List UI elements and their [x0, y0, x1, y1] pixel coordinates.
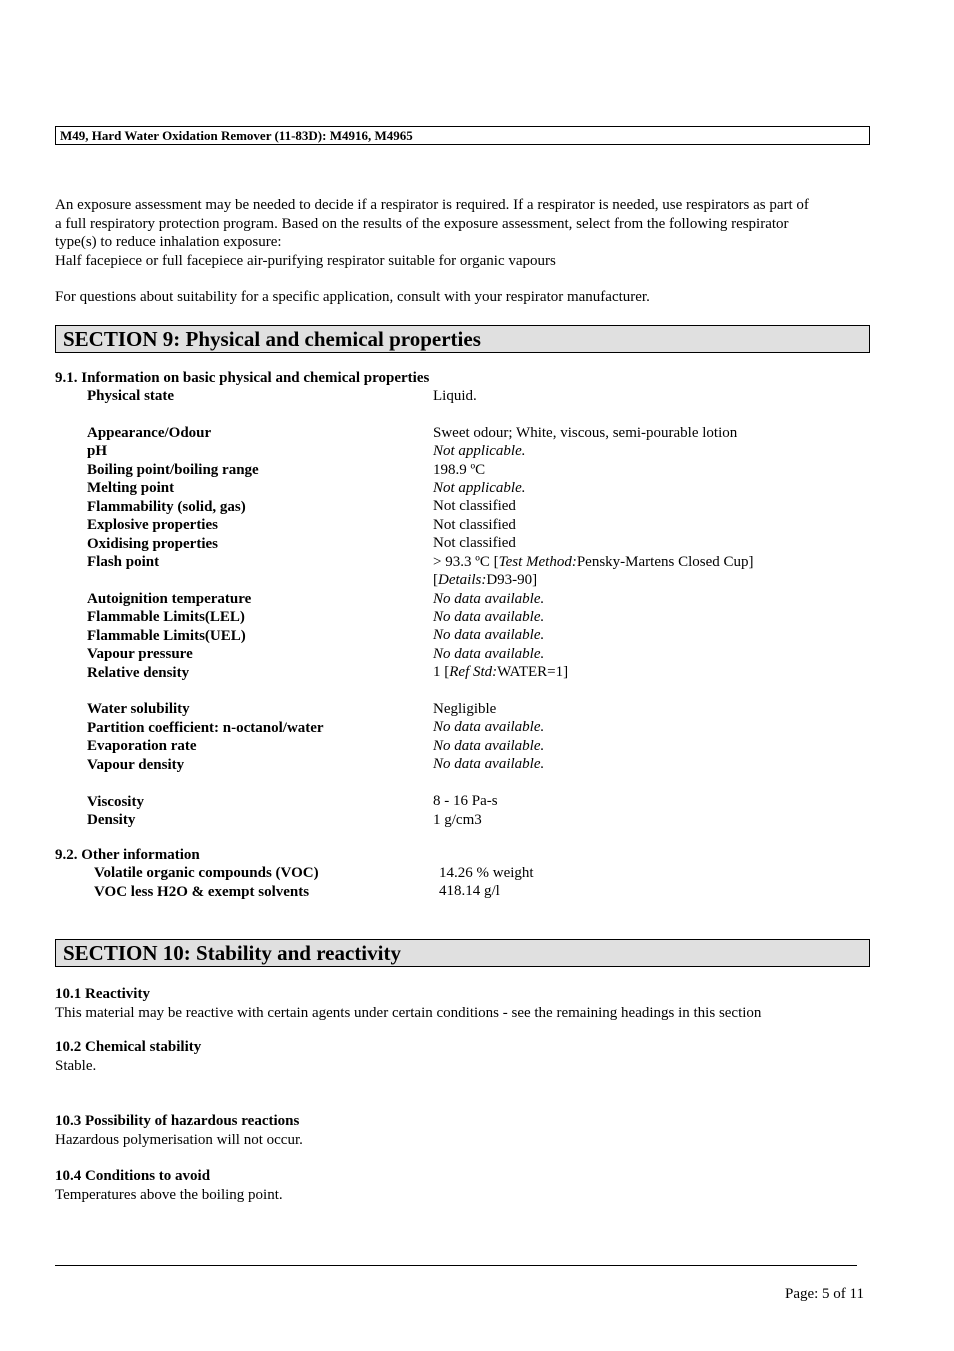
prop-label-physical-state: Physical state [87, 388, 175, 404]
conditions-to-avoid-text: Temperatures above the boiling point. [55, 1187, 283, 1203]
prop-value-lel: No data available. [433, 609, 545, 625]
prop-value-appearance: Sweet odour; White, viscous, semi-pourable lotion [433, 425, 738, 441]
prop-label-ph: pH [87, 443, 108, 459]
respirator-line-3: type(s) to reduce inhalation exposure: [55, 234, 282, 250]
prop-label-autoignition: Autoignition temperature [87, 591, 252, 607]
prop-value-flammability: Not classified [433, 498, 516, 514]
prop-value-vapour-pressure: No data available. [433, 646, 545, 662]
prop-label-oxidising: Oxidising properties [87, 536, 218, 552]
footer-divider [55, 1265, 857, 1266]
reactivity-heading: 10.1 Reactivity [55, 986, 150, 1002]
respirator-note: For questions about suitability for a specific application, consult with your respirator manufacturer. [55, 289, 650, 305]
hazardous-reactions-heading: 10.3 Possibility of hazardous reactions [55, 1113, 300, 1129]
reactivity-text: This material may be reactive with certain agents under certain conditions - see the remaining headings in this section [55, 1005, 762, 1021]
chemical-stability-heading: 10.2 Chemical stability [55, 1039, 202, 1055]
page-number: Page: 5 of 11 [784, 1286, 864, 1302]
respirator-line-2: a full respiratory protection program. Based on the results of the exposure assessment, select from the following respirator [55, 215, 789, 232]
prop-value-melting-point: Not applicable. [433, 480, 526, 496]
flash-point-value: > 93.3 ºC [ [433, 554, 499, 570]
prop-label-explosive: Explosive properties [87, 517, 218, 533]
document-header: M49, Hard Water Oxidation Remover (11-83D): M4916, M4965 [55, 126, 870, 145]
prop-value-density: 1 g/cm3 [433, 812, 482, 828]
prop-value-partition: No data available. [433, 719, 545, 735]
prop-value-vapour-density: No data available. [433, 756, 545, 772]
prop-label-flammability: Flammability (solid, gas) [87, 499, 246, 515]
section-9-title: SECTION 9: Physical and chemical properties [55, 325, 870, 353]
prop-label-melting-point: Melting point [87, 480, 175, 496]
prop-value-explosive: Not classified [433, 517, 516, 533]
prop-value-boiling-point: 198.9 ºC [433, 462, 486, 478]
relative-density-ref-label: Ref Std: [449, 664, 498, 680]
flash-point-details-label: Details: [438, 572, 487, 588]
chemical-stability-text: Stable. [55, 1058, 97, 1074]
prop-value-flash-point-details [433, 572, 537, 589]
prop-value-flash-point [433, 554, 753, 571]
prop-label-water-solubility: Water solubility [87, 701, 190, 717]
prop-label-flash-point: Flash point [87, 554, 160, 570]
prop-label-vapour-density: Vapour density [87, 757, 185, 773]
prop-label-partition: Partition coefficient: n-octanol/water [87, 720, 324, 736]
prop-label-relative-density: Relative density [87, 665, 190, 681]
prop-value-voc: 14.26 % weight [439, 865, 534, 881]
prop-value-viscosity: 8 - 16 Pa-s [433, 793, 498, 809]
flash-point-method: Pensky-Martens Closed Cup] [576, 554, 754, 570]
prop-label-evaporation: Evaporation rate [87, 738, 197, 754]
section-9-2-heading: 9.2. Other information [55, 847, 200, 863]
hazardous-reactions-text: Hazardous polymerisation will not occur. [55, 1132, 303, 1148]
prop-value-water-solubility: Negligible [433, 701, 497, 717]
prop-label-vapour-pressure: Vapour pressure [87, 646, 193, 662]
section-9-1-heading: 9.1. Information on basic physical and chemical properties [55, 370, 430, 386]
section-10-title: SECTION 10: Stability and reactivity [55, 939, 870, 967]
prop-label-viscosity: Viscosity [87, 794, 144, 810]
relative-density-ref: WATER=1] [497, 664, 569, 680]
respirator-line-1: An exposure assessment may be needed to decide if a respirator is required. If a respirator is needed, use respirators as part of [55, 197, 809, 213]
prop-label-density: Density [87, 812, 136, 828]
flash-point-details: D93-90] [486, 572, 538, 588]
prop-label-voc: Volatile organic compounds (VOC) [94, 865, 319, 881]
prop-label-lel: Flammable Limits(LEL) [87, 609, 245, 625]
prop-value-ph: Not applicable. [433, 443, 526, 459]
prop-value-physical-state: Liquid. [433, 388, 477, 404]
prop-value-oxidising: Not classified [433, 535, 516, 551]
prop-label-uel: Flammable Limits(UEL) [87, 628, 246, 644]
prop-value-autoignition: No data available. [433, 591, 545, 607]
respirator-line-4: Half facepiece or full facepiece air-purifying respirator suitable for organic vapours [55, 252, 556, 269]
flash-point-method-label: Test Method: [498, 554, 577, 570]
prop-value-relative-density [433, 664, 568, 681]
prop-label-voc-less: VOC less H2O & exempt solvents [94, 884, 310, 900]
prop-value-uel: No data available. [433, 627, 545, 643]
relative-density-value: 1 [ [433, 664, 450, 680]
prop-value-evaporation: No data available. [433, 738, 545, 754]
prop-value-voc-less: 418.14 g/l [439, 883, 500, 899]
respirator-paragraph [55, 196, 875, 270]
flash-point-details-open: [ [433, 572, 438, 588]
conditions-to-avoid-heading: 10.4 Conditions to avoid [55, 1168, 211, 1184]
prop-label-boiling-point: Boiling point/boiling range [87, 462, 259, 478]
prop-label-appearance: Appearance/Odour [87, 425, 212, 441]
